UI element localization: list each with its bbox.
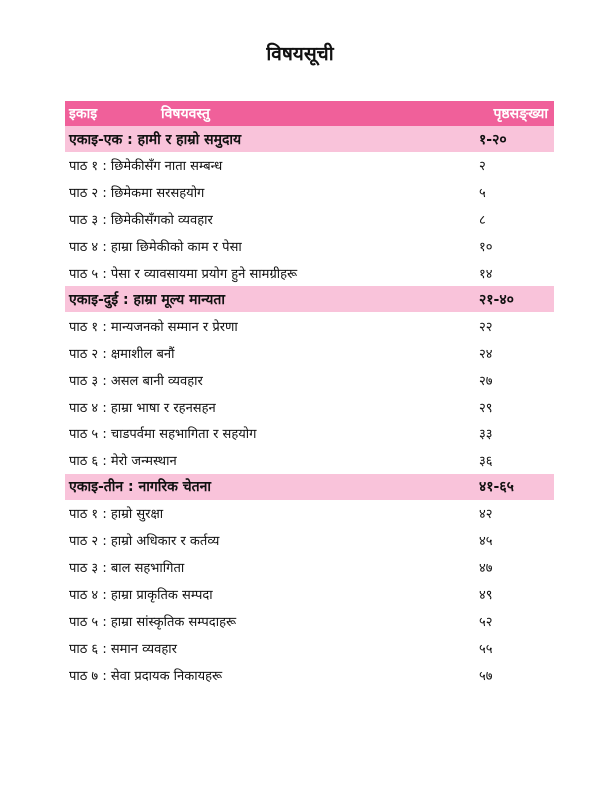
lesson-page: ५ — [479, 186, 486, 202]
lesson-title: पाठ ५ : पेसा र व्यावसायमा प्रयोग हुने सामग्रीहरू — [69, 267, 298, 282]
lesson-page: ५७ — [479, 668, 493, 684]
lesson-title: पाठ १ : हाम्रो सुरक्षा — [69, 507, 164, 523]
lesson-page: ५२ — [479, 614, 493, 630]
lesson-page: १० — [479, 240, 493, 256]
lesson-title: पाठ २ : क्षमाशील बनौं — [69, 346, 175, 362]
lesson-title: पाठ १ : मान्यजनको सम्मान र प्रेरणा — [69, 319, 238, 335]
lesson-row — [65, 661, 554, 688]
lesson-row — [65, 152, 554, 179]
lesson-page: ८ — [479, 213, 486, 229]
unit-title: एकाइ-तीन : नागरिक चेतना — [69, 479, 212, 496]
lesson-title: पाठ ६ : मेरो जन्मस्थान — [69, 454, 177, 470]
lesson-page: ३३ — [479, 427, 493, 443]
toc-header — [65, 101, 554, 126]
lesson-row — [65, 206, 554, 233]
page-title: विषयसूची — [266, 43, 334, 65]
unit-row — [65, 474, 554, 500]
unit-page-range: १-२० — [479, 131, 507, 148]
unit-page-range: ४१-६५ — [479, 479, 514, 496]
lesson-row — [65, 179, 554, 206]
unit-row — [65, 286, 554, 312]
unit-title: एकाइ-एक : हामी र हाम्रो समुदाय — [69, 131, 242, 148]
lesson-title: पाठ ४ : हाम्रा प्राकृतिक सम्पदा — [69, 587, 213, 603]
lesson-title: पाठ ६ : समान व्यवहार — [69, 641, 177, 657]
lesson-title: पाठ ३ : छिमेकीसँगको व्यवहार — [69, 213, 213, 229]
lesson-page: १४ — [479, 267, 493, 282]
lesson-title: पाठ २ : हाम्रो अधिकार र कर्तव्य — [69, 534, 220, 550]
lesson-page: २२ — [479, 319, 493, 335]
lesson-row — [65, 500, 554, 527]
lesson-title: पाठ ७ : सेवा प्रदायक निकायहरू — [69, 668, 223, 684]
unit-row — [65, 126, 554, 152]
lesson-row — [65, 233, 554, 260]
lesson-row — [65, 607, 554, 634]
unit-title: एकाइ-दुई : हाम्रा मूल्य मान्यता — [69, 291, 226, 308]
lesson-title: पाठ २ : छिमेकमा सरसहयोग — [69, 186, 205, 202]
lesson-title: पाठ ३ : बाल सहभागिता — [69, 561, 185, 577]
lesson-row — [65, 634, 554, 661]
lesson-page: २७ — [479, 373, 493, 389]
lesson-title: पाठ ५ : चाडपर्वमा सहभागिता र सहयोग — [69, 427, 257, 443]
lesson-title: पाठ १ : छिमेकीसँग नाता सम्बन्ध — [69, 159, 223, 175]
lesson-page: ४७ — [479, 561, 493, 577]
lesson-page: २४ — [479, 346, 493, 362]
table-of-contents — [65, 101, 554, 688]
unit-page-range: २१-४० — [479, 291, 514, 308]
lesson-row — [65, 339, 554, 366]
lesson-row — [65, 312, 554, 339]
lesson-page: ३६ — [479, 454, 493, 470]
lesson-title: पाठ ३ : असल बानी व्यवहार — [69, 373, 203, 389]
lesson-title: पाठ ४ : हाम्रा छिमेकीको काम र पेसा — [69, 240, 242, 256]
header-subject: विषयवस्तु — [161, 106, 210, 122]
header-pages: पृष्ठसङ्ख्या — [493, 106, 548, 122]
lesson-row — [65, 527, 554, 554]
lesson-page: २९ — [479, 400, 493, 416]
lesson-row — [65, 447, 554, 474]
header-unit: इकाइ — [69, 106, 98, 122]
lesson-row — [65, 393, 554, 420]
lesson-page: ४५ — [479, 534, 493, 550]
lesson-page: ४२ — [479, 507, 493, 523]
lesson-page: ४९ — [479, 587, 493, 603]
lesson-row — [65, 580, 554, 607]
lesson-page: २ — [479, 159, 486, 175]
lesson-title: पाठ ५ : हाम्रा सांस्कृतिक सम्पदाहरू — [69, 614, 237, 630]
lesson-row — [65, 554, 554, 581]
lesson-row — [65, 420, 554, 447]
lesson-title: पाठ ४ : हाम्रा भाषा र रहनसहन — [69, 400, 216, 416]
lesson-row — [65, 366, 554, 393]
lesson-page: ५५ — [479, 641, 493, 657]
lesson-row — [65, 260, 554, 287]
